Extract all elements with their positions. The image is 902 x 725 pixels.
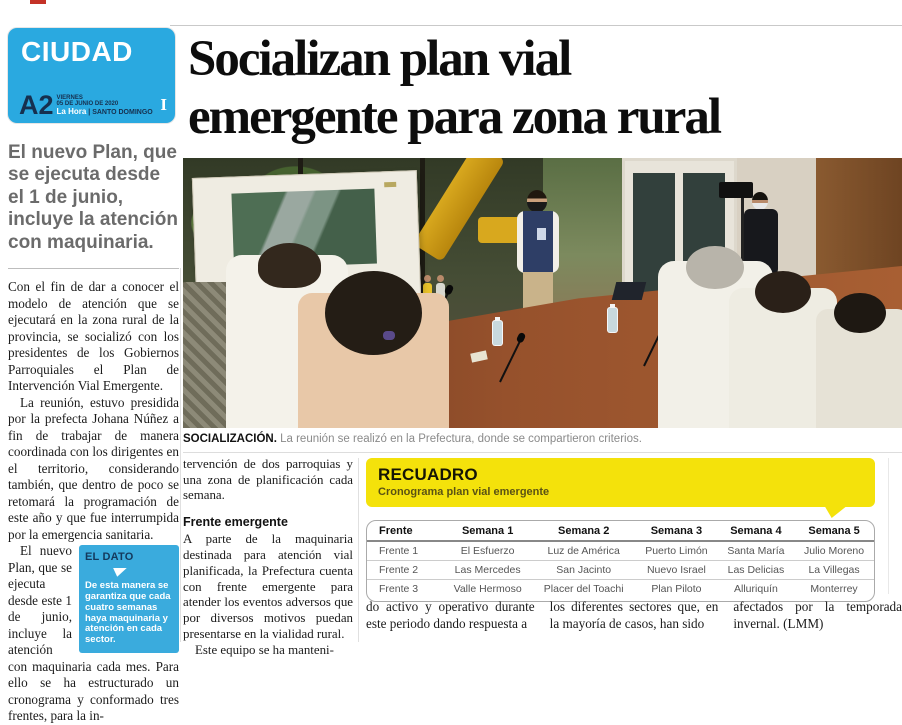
column-header: Semana 1 bbox=[443, 521, 532, 542]
column-header: Semana 5 bbox=[794, 521, 874, 542]
recuadro-title: RECUADRO bbox=[378, 465, 478, 484]
table-cell: Las Mercedes bbox=[443, 561, 532, 580]
edition-mark: I bbox=[160, 95, 167, 114]
photo-caption bbox=[183, 433, 902, 445]
table-cell: Frente 2 bbox=[367, 561, 443, 580]
photo-cameraman-head bbox=[752, 192, 768, 210]
caption-text: La reunión se realizó en la Prefectura, donde se compartieron criterios. bbox=[276, 433, 642, 445]
table-cell: Luz de América bbox=[532, 542, 635, 561]
column-header: Frente bbox=[367, 521, 443, 542]
el-dato-text: De esta manera se garantiza que cada cuatro semanas haya maquinaria y atención en cada sector. bbox=[85, 579, 171, 646]
registration-mark bbox=[30, 0, 46, 4]
table-cell: Frente 3 bbox=[379, 583, 419, 595]
caption-label: SOCIALIZACIÓN. bbox=[183, 433, 277, 445]
date-label: 05 DE JUNIO DE 2020 bbox=[56, 101, 119, 108]
table-row bbox=[367, 542, 874, 561]
section-badge bbox=[8, 28, 175, 123]
photo-presenter-badge bbox=[537, 228, 546, 240]
paragraph-5: A parte de la maquinaria destinada para atención vial planificada, la Prefectura cuenta con frente emergente para atender los eventos adversos que por diversos motivos puedan presentarse en la vialidad rural. bbox=[183, 532, 353, 641]
caption-rule bbox=[183, 452, 902, 453]
table-row bbox=[367, 561, 874, 580]
el-dato-title: EL DATO bbox=[85, 551, 134, 564]
article-subhead: Frente emergente bbox=[183, 515, 288, 530]
table-header-row bbox=[367, 521, 874, 542]
paragraph-4: tervención de dos parroquias y una zona de planificación cada semana. bbox=[183, 457, 353, 503]
photo-water-bottle bbox=[492, 320, 503, 346]
table-cell: Valle Hermoso bbox=[453, 583, 522, 595]
paragraph-6: Este equipo se ha manteni- bbox=[195, 642, 334, 657]
photo-slide-logo bbox=[384, 182, 396, 187]
paragraph-1: Con el fin de dar a conocer el modelo de atención que se ejecutará en la zona rural de la provincia, se socializó con los presidentes de los Gobiernos Parroquiales el Plan de Intervención Vial Emergente. bbox=[8, 279, 179, 394]
meeting-photo bbox=[183, 158, 902, 428]
recuadro-header bbox=[366, 458, 875, 507]
brand-divider: | bbox=[88, 108, 91, 116]
headline-line2: emergente para zona rural bbox=[188, 89, 721, 145]
middle-column bbox=[183, 457, 353, 658]
photo-presenter-head bbox=[527, 190, 547, 212]
left-column bbox=[8, 142, 179, 725]
article-lede: El nuevo Plan, que se ejecuta desde el 1 de junio, incluye la atención con maquinaria. bbox=[8, 142, 178, 253]
column-rule-middle bbox=[358, 458, 359, 642]
headline-line1: Socializan plan vial bbox=[188, 31, 571, 87]
speech-bubble-tail-icon bbox=[824, 505, 848, 518]
column-divider bbox=[8, 268, 179, 269]
date-block bbox=[57, 95, 153, 117]
schedule-table bbox=[366, 520, 875, 602]
el-dato-box bbox=[79, 545, 179, 653]
table-cell: Plan Piloto bbox=[651, 583, 702, 595]
masthead-info bbox=[19, 90, 167, 121]
brand-line bbox=[57, 108, 153, 116]
brand-logo: La Hora bbox=[56, 106, 87, 116]
table-cell: Santa María bbox=[718, 542, 794, 561]
table-cell: Las Delicias bbox=[718, 561, 794, 580]
weekday-label: VIERNES bbox=[56, 95, 83, 102]
column-rule-right bbox=[888, 458, 889, 594]
recuadro-box bbox=[366, 458, 875, 602]
table-cell: Alluriquín bbox=[734, 583, 778, 595]
section-title: CIUDAD bbox=[21, 36, 133, 67]
photo-attendee-right bbox=[816, 309, 902, 428]
masthead-rule bbox=[170, 25, 902, 26]
paragraph-3: El nuevo Plan, que se ejecuta desde este 1 de junio, incluye la atención con maquinaria cada mes. Para ello se ha estructurado un cronograma y conformado tres frentes, para la in- bbox=[8, 543, 179, 724]
photo-attendee-woman bbox=[298, 293, 449, 428]
paragraph-8: los diferentes sectores que, en la mayoría de casos, han sido bbox=[549, 599, 719, 631]
city-label: SANTO DOMINGO bbox=[92, 108, 153, 116]
photo-water-bottle bbox=[607, 307, 618, 333]
table-cell: Puerto Limón bbox=[635, 542, 718, 561]
photo-video-camera bbox=[719, 182, 753, 198]
table-cell: Placer del Toachi bbox=[543, 583, 624, 595]
table-cell: Monterrey bbox=[810, 583, 858, 595]
table-cell: Julio Moreno bbox=[794, 542, 874, 561]
table-cell: Frente 1 bbox=[367, 542, 443, 561]
recuadro-subtitle: Cronograma plan vial emergente bbox=[378, 486, 550, 498]
table-cell: La Villegas bbox=[794, 561, 874, 580]
headline bbox=[188, 30, 902, 146]
table-cell: San Jacinto bbox=[532, 561, 635, 580]
bottom-columns bbox=[366, 599, 902, 632]
table-cell: Nuevo Israel bbox=[635, 561, 718, 580]
column-header: Semana 3 bbox=[635, 521, 718, 542]
paragraph-7: do activo y operativo durante este periodo dando respuesta a bbox=[366, 599, 535, 631]
table-row bbox=[367, 580, 874, 601]
table-cell: El Esfuerzo bbox=[443, 542, 532, 561]
column-header: Semana 4 bbox=[718, 521, 794, 542]
column-header: Semana 2 bbox=[532, 521, 635, 542]
photo-presenter-vest bbox=[517, 211, 559, 273]
paragraph-9: afectados por la temporada invernal. (LMM) bbox=[733, 599, 902, 631]
page-number: A2 bbox=[19, 90, 54, 121]
column-rule-left bbox=[180, 268, 181, 642]
photo-laptop bbox=[612, 282, 646, 300]
article-body-left bbox=[8, 279, 179, 725]
speech-bubble-tail-icon bbox=[113, 568, 127, 577]
paragraph-2: La reunión, estuvo presidida por la prefecta Johana Núñez a fin de trabajar de manera coordinada con los dirigentes en el territorio, considerando también, que dentro de poco se retomará la programación de este año y que fue interrumpida por la emergencia sanitaria. bbox=[8, 394, 179, 542]
